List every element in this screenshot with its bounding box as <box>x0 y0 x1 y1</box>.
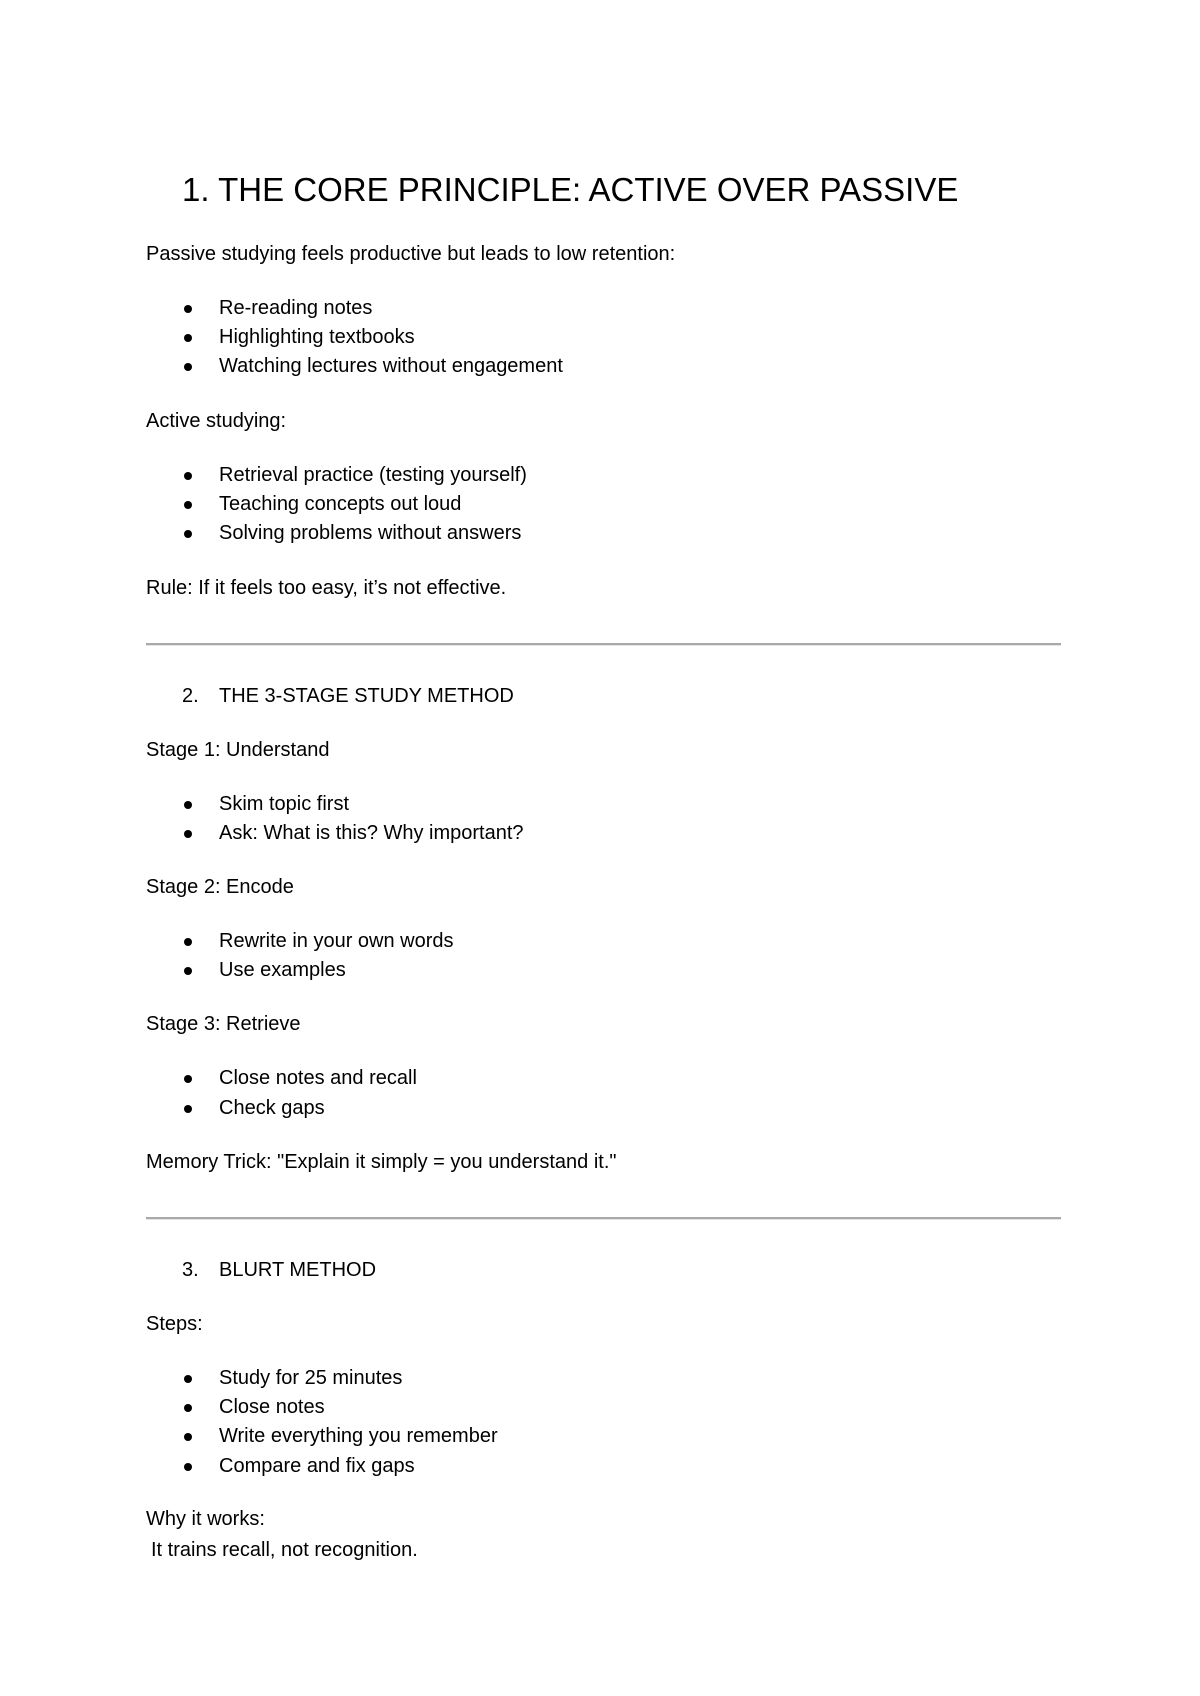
rule-text: Rule: If it feels too easy, it’s not effective. <box>146 577 507 599</box>
section-1-heading: 1. THE CORE PRINCIPLE: ACTIVE OVER PASSIVE <box>182 171 959 208</box>
why-text: It trains recall, not recognition. <box>151 1539 418 1561</box>
bullet-icon <box>184 363 192 371</box>
bullet-icon <box>184 938 192 946</box>
bullet-icon <box>184 1404 192 1412</box>
memory-trick: Memory Trick: "Explain it simply = you understand it." <box>146 1151 617 1173</box>
bullet-icon <box>184 967 192 975</box>
bullet-icon <box>184 501 192 509</box>
horizontal-divider <box>146 1217 1061 1220</box>
bullet-icon <box>184 1463 192 1471</box>
bullet-icon <box>184 530 192 538</box>
passive-intro: Passive studying feels productive but leads to low retention: <box>146 243 676 265</box>
stage-3-label: Stage 3: Retrieve <box>146 1013 301 1035</box>
bullet-icon <box>184 334 192 342</box>
horizontal-divider <box>146 643 1061 646</box>
bullet-icon <box>184 1433 192 1441</box>
bullet-icon <box>184 1375 192 1383</box>
bullet-icon <box>184 1075 192 1083</box>
bullet-icon <box>184 830 192 838</box>
why-label: Why it works: <box>146 1508 265 1530</box>
steps-label: Steps: <box>146 1313 203 1335</box>
active-intro: Active studying: <box>146 410 287 432</box>
stage-1-label: Stage 1: Understand <box>146 739 330 761</box>
bullet-icon <box>184 305 192 313</box>
bullet-icon <box>184 801 192 809</box>
bullet-icon <box>184 1105 192 1113</box>
document-page: 1. THE CORE PRINCIPLE: ACTIVE OVER PASSIVE Passive studying feels productive but leads to low retention: Re-reading notes Highlighting textbooks Watching lectures without engagement Active studying: Retrieval practice (testing yourself) Teaching concepts out loud Solving problems without answers Rule: If it feels too easy, it’s not effective. 2. THE 3-STAGE STUDY METHOD Stage 1: Understand Skim topic first Ask: What is this? Why important? Stage 2: Encode Rewrite in your own words Use examples Stage 3: Retrieve Close notes and recall Check gaps Memory Trick: "Explain it simply = you understand it." 3. BLURT METHOD Steps: Study for 25 minutes Close notes Write everything you remember Compare and fix gaps Why it works: It trains recall, not recognition. <box>0 0 1200 1696</box>
bullet-icon <box>184 472 192 480</box>
stage-2-label: Stage 2: Encode <box>146 876 294 898</box>
